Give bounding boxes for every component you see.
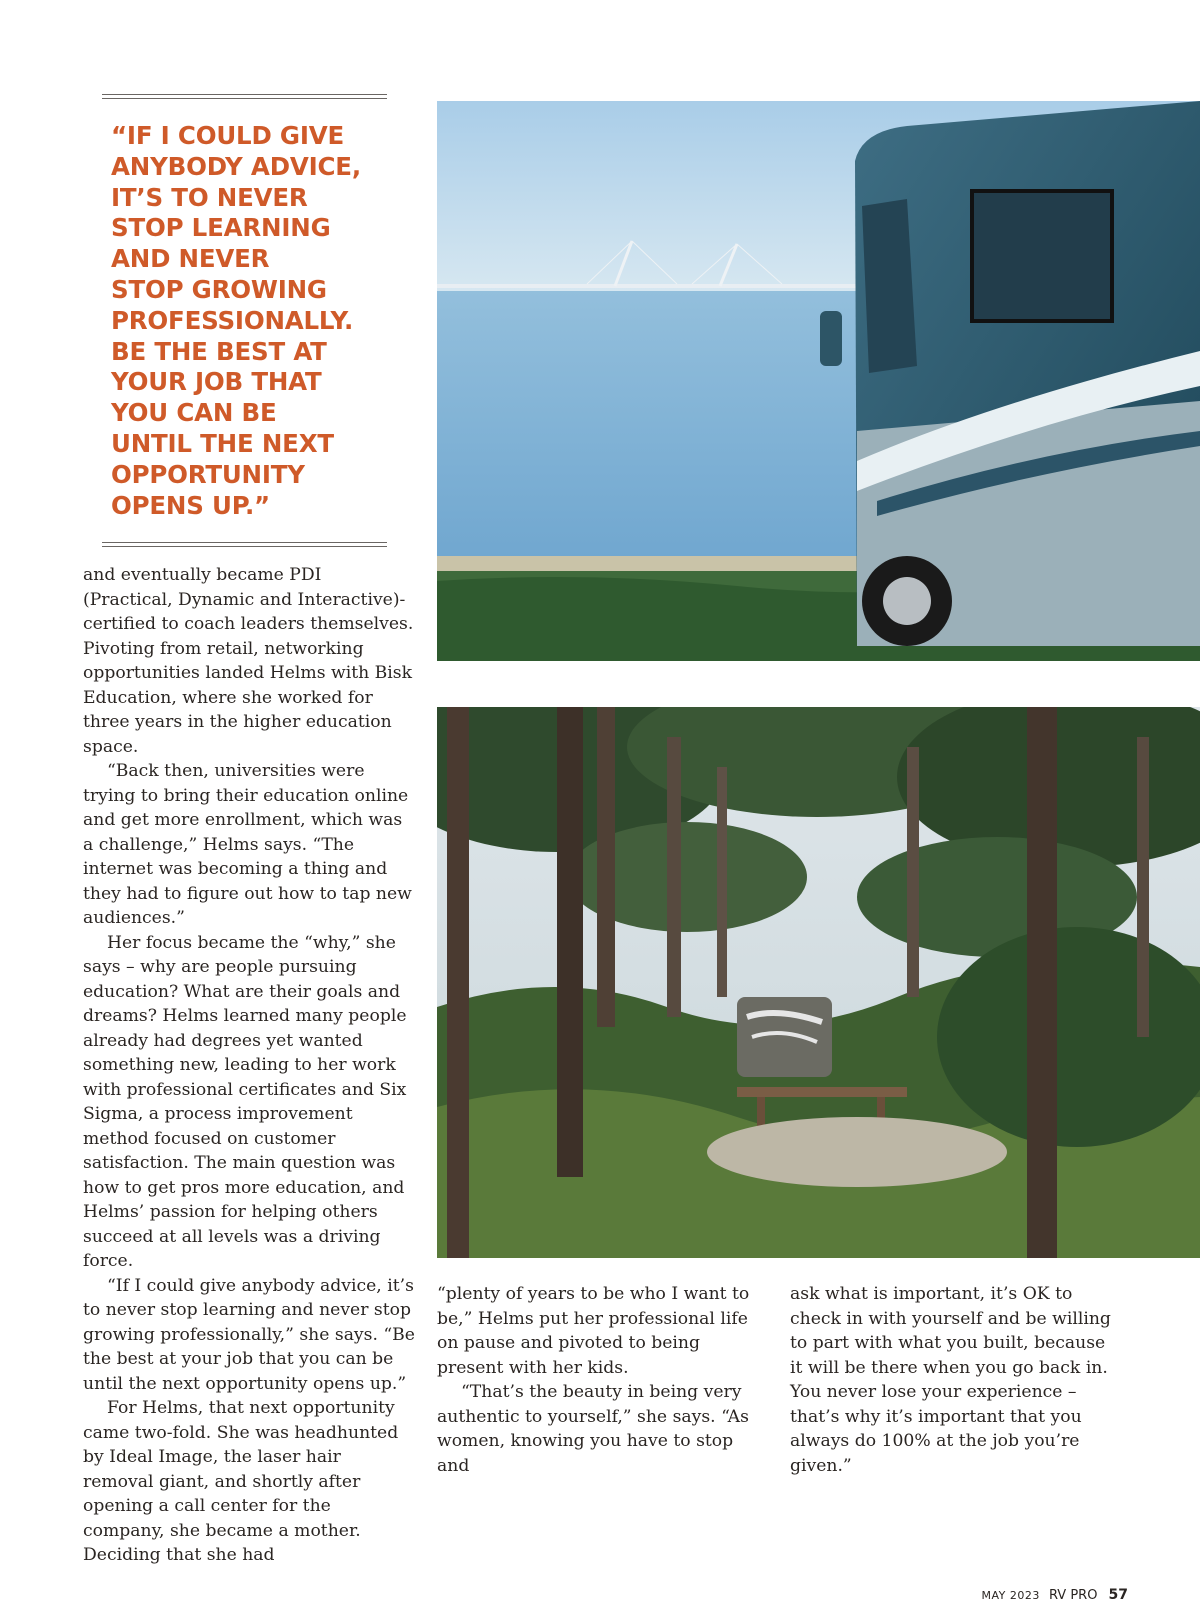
pull-quote-line: BE THE BEST AT — [111, 336, 327, 366]
body-column-2 — [437, 1282, 767, 1478]
folio-issue: MAY 2023 — [981, 1589, 1040, 1602]
pull-quote-line: IT’S TO NEVER — [111, 182, 308, 212]
photo-rv-by-bay — [437, 101, 1200, 661]
pull-quote-line: STOP LEARNING — [111, 213, 331, 243]
body-column-1 — [83, 563, 415, 1568]
pull-quote-line: STOP GROWING — [111, 274, 327, 304]
pull-quote-line: “IF I COULD GIVE — [111, 121, 345, 150]
paragraph: ask what is important, it’s OK to check in with yourself and be willing to part with what you built, because it will be there when you go back in. You never lose your experience – that’s why it’s important that you always do 100% at the job you’re given.” — [790, 1284, 1111, 1476]
paragraph: “That’s the beauty in being very authentic to yourself,” she says. “As women, knowing you have to stop and — [437, 1382, 749, 1476]
pull-quote-bottom-rule — [102, 542, 387, 547]
photo-forest-campsite — [437, 707, 1200, 1258]
paragraph: “If I could give anybody advice, it’s to never stop learning and never stop growing professionally,” she says. “Be the best at your job that you can be until the next opportunity opens up.” — [83, 1275, 415, 1394]
pull-quote-line: PROFESSIONALLY. — [111, 305, 354, 335]
pull-quote-line: YOUR JOB THAT — [111, 367, 322, 397]
pull-quote-line: OPPORTUNITY — [111, 459, 305, 489]
body-column-3 — [790, 1282, 1120, 1478]
page-folio — [982, 1584, 1129, 1603]
pull-quote-line: YOU CAN BE — [111, 398, 277, 428]
paragraph: and eventually became PDI (Practical, Dynamic and Interactive)-certified to coach leaders themselves. Pivoting from retail, networking opportunities landed Helms with Bisk Education, where she worked for three years in the higher education space. — [83, 565, 414, 757]
pull-quote — [111, 121, 401, 521]
pull-quote-line: UNTIL THE NEXT — [111, 428, 334, 458]
paragraph: For Helms, that next opportunity came two-fold. She was headhunted by Ideal Image, the laser hair removal giant, and shortly after opening a call center for the company, she became a mother. Deciding that she had — [83, 1398, 399, 1565]
pull-quote-line: OPENS UP.” — [111, 490, 270, 520]
pull-quote-line: AND NEVER — [111, 244, 270, 274]
folio-magazine: RV PRO — [1048, 1588, 1098, 1603]
pull-quote-top-rule — [102, 94, 387, 99]
folio-page-number: 57 — [1108, 1587, 1128, 1603]
pull-quote-line: ANYBODY ADVICE, — [111, 151, 361, 181]
paragraph: “plenty of years to be who I want to be,” Helms put her professional life on pause and pivoted to being present with her kids. — [437, 1284, 750, 1378]
paragraph: Her focus became the “why,” she says – why are people pursuing education? What are their goals and dreams? Helms learned many people already had degrees yet wanted something new, leading to her work with professional certificates and Six Sigma, a process improvement method focused on customer satisfaction. The main question was how to get pros more education, and Helms’ passion for helping others succeed at all levels was a driving force. — [83, 932, 407, 1271]
paragraph: “Back then, universities were trying to bring their education online and get more enrollment, which was a challenge,” Helms says. “The internet was becoming a thing and they had to figure out how to tap new audiences.” — [83, 761, 412, 928]
